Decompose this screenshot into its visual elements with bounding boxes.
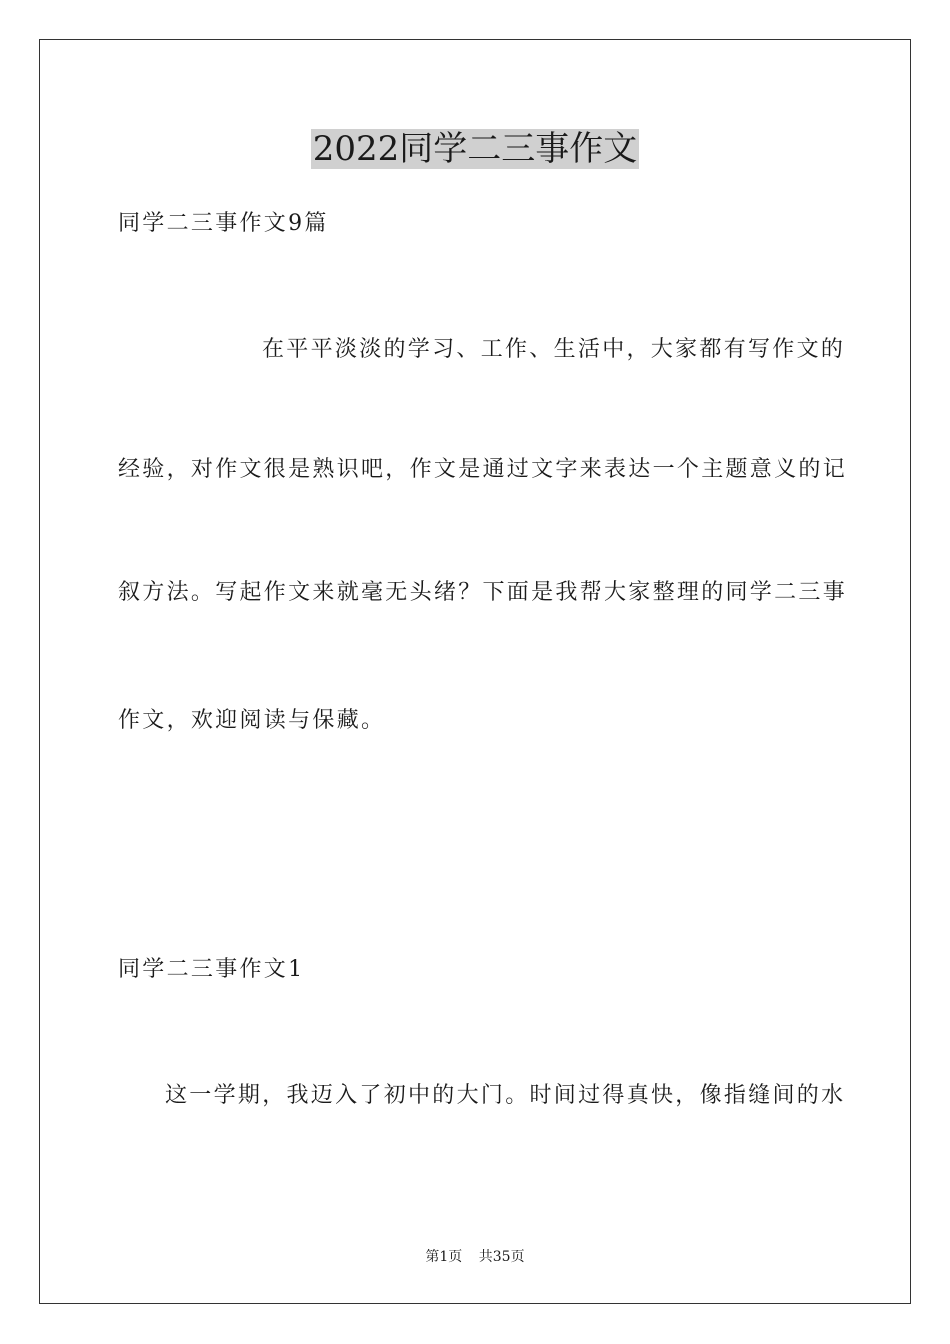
document-title bbox=[0, 126, 950, 172]
intro-line-3: 叙方法。写起作文来就毫无头绪？下面是我帮大家整理的同学二三事 bbox=[118, 580, 848, 605]
intro-line-4: 作文，欢迎阅读与保藏。 bbox=[118, 708, 386, 733]
page-total: 共35页 bbox=[478, 1249, 525, 1265]
page-number: 第1页 bbox=[425, 1249, 463, 1265]
page-footer bbox=[0, 1247, 950, 1267]
section-first-line: 这一学期，我迈入了初中的大门。时间过得真快，像指缝间的水 bbox=[165, 1083, 846, 1108]
intro-line-2: 经验，对作文很是熟识吧，作文是通过文字来表达一个主题意义的记 bbox=[118, 457, 848, 482]
document-title-text: 2022同学二三事作文 bbox=[312, 129, 638, 169]
section-heading: 同学二三事作文1 bbox=[118, 957, 305, 982]
document-subtitle: 同学二三事作文9篇 bbox=[118, 211, 329, 236]
intro-line-1: 在平平淡淡的学习、工作、生活中，大家都有写作文的 bbox=[262, 337, 846, 362]
